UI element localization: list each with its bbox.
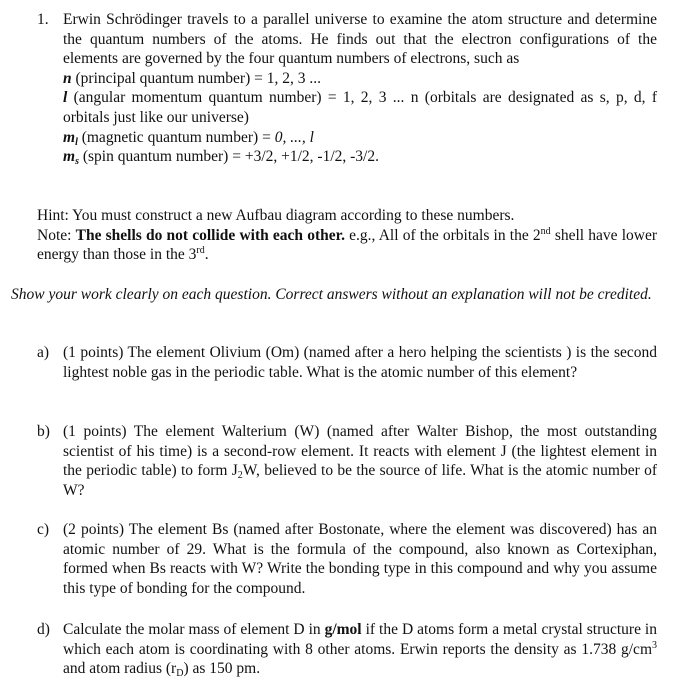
quantum-number-l: l (angular momentum quantum number) = 1, 2, 3 ... n (orbitals are designated as s, p, d, f orbitals just like our universe) xyxy=(63,89,657,126)
part-b-text: (1 points) The element Walterium (W) (named after Walter Bishop, the most outstanding scientist of his time) is a second-row element. It reacts with element J (the lightest element in the periodic table) to form $J_2W$, believed to be the source of life. What is the atomic number of W? xyxy=(63,423,657,499)
quantum-number-ml: $m_l$ (magnetic quantum number) = 0, ..., l xyxy=(63,128,314,148)
part-d-label: d) xyxy=(37,621,50,638)
part-a-label: a) xyxy=(37,344,50,361)
hint-block xyxy=(37,206,657,265)
instruction-text: Show your work clearly on each question. Correct answers without an explanation will not be credited. xyxy=(11,286,652,303)
part-a xyxy=(37,343,657,382)
part-c-label: c) xyxy=(37,521,50,538)
part-c xyxy=(37,520,657,598)
question-1-intro: Erwin Schrödinger travels to a parallel universe to examine the atom structure and determine the quantum numbers of the atoms. He finds out that the electron configurations of the elements are governed by the four quantum numbers of electrons, such as xyxy=(63,11,657,68)
question-1-body xyxy=(63,10,657,167)
quantum-number-n: n (principal quantum number) = 1, 2, 3 ... xyxy=(63,69,321,87)
part-b-label: b) xyxy=(37,423,50,440)
part-c-text: (2 points) The element Bs (named after Bostonate, where the element was discovered) has an atomic number of 29. What is the formula of the compound, also known as Cortexiphan, formed when Bs reacts with W? Write the bonding type in this compound and why you assume this type of bonding for the compound. xyxy=(63,521,657,597)
part-a-text: (1 points) The element Olivium (Om) (named after a hero helping the scientists ) is the second lightest noble gas in the periodic table. What is the atomic number of this element? xyxy=(63,344,657,381)
part-b xyxy=(37,422,657,500)
question-1 xyxy=(37,10,657,167)
part-d-text: Calculate the molar mass of element D in g/mol if the D atoms form a metal crystal structure in which each atom is coordinating with 8 other atoms. Erwin reports the density as 1.738 $g/cm^3$ and atom radius $(r_D)$ as 150 pm. xyxy=(63,621,657,680)
part-d xyxy=(37,620,657,679)
note-text: Note: The shells do not collide with each other. e.g., All of the orbitals in the 2nd shell have lower energy than those in the 3rd. xyxy=(37,225,658,264)
hint-text: Hint: You must construct a new Aufbau diagram according to these numbers. xyxy=(37,207,515,224)
question-number: 1. xyxy=(37,11,49,28)
quantum-number-ms: $m_s$ (spin quantum number) = +3/2, +1/2, -1/2, -3/2. xyxy=(63,148,379,168)
